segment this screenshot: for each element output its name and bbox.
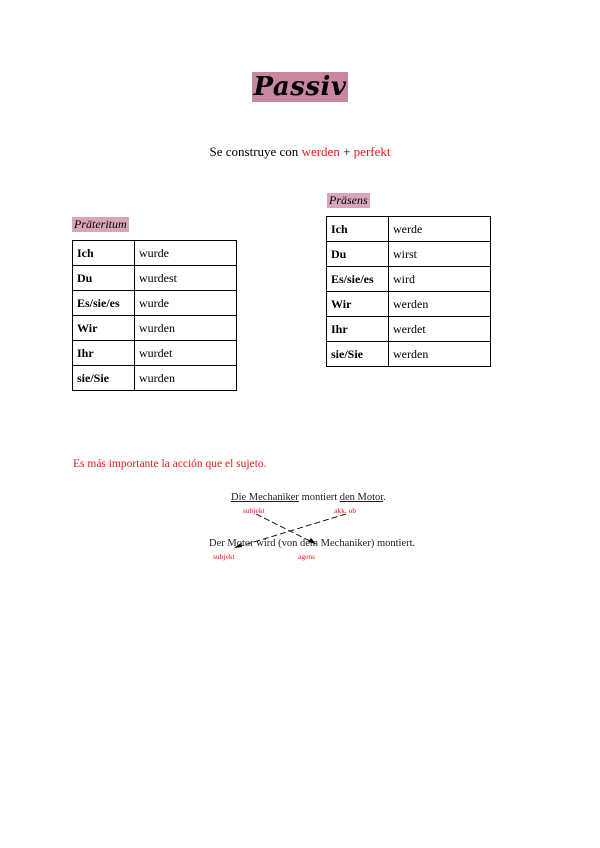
intro-line <box>0 144 600 160</box>
active-end: . <box>383 492 386 503</box>
table-row <box>73 266 237 291</box>
praeteritum-table <box>72 240 237 391</box>
active-passive-diagram <box>200 488 416 568</box>
table-row <box>73 341 237 366</box>
intro-prefix: Se construye con <box>209 144 299 159</box>
active-object: den Motor <box>339 492 384 503</box>
page-title: Passiv <box>253 72 347 102</box>
pronoun-cell: Ihr <box>327 317 389 342</box>
praeteritum-label: Präteritum <box>74 217 127 231</box>
table-row <box>327 292 491 317</box>
pronoun-cell: Wir <box>327 292 389 317</box>
verb-cell: wird <box>389 267 491 292</box>
intro-plus: + <box>343 144 351 159</box>
pronoun-cell: Es/sie/es <box>327 267 389 292</box>
active-verb: montiert <box>301 492 338 503</box>
verb-cell: wurdet <box>135 341 237 366</box>
pronoun-cell: Ich <box>73 241 135 266</box>
pronoun-cell: Du <box>73 266 135 291</box>
passive-sentence: Der Motor wird (von dem Mechaniker) montiert. <box>209 538 416 549</box>
importance-note: Es más importante la acción que el sujeto. <box>73 458 267 470</box>
pronoun-cell: Ich <box>327 217 389 242</box>
passive-agens-label: agens <box>298 552 316 561</box>
verb-cell: wurden <box>135 366 237 391</box>
table-row <box>327 317 491 342</box>
intro-perfekt: perfekt <box>353 144 391 159</box>
praesens-table <box>326 216 491 367</box>
table-row <box>327 217 491 242</box>
verb-cell: werden <box>389 292 491 317</box>
pronoun-cell: Du <box>327 242 389 267</box>
verb-cell: wurde <box>135 291 237 316</box>
intro-werden: werden <box>301 144 340 159</box>
active-subject: Die Mechaniker <box>231 492 299 503</box>
table-row <box>327 242 491 267</box>
table-row <box>73 366 237 391</box>
verb-cell: werdet <box>389 317 491 342</box>
pronoun-cell: Es/sie/es <box>73 291 135 316</box>
verb-cell: wurdest <box>135 266 237 291</box>
table-row <box>327 342 491 367</box>
title-block <box>0 72 600 102</box>
table-row <box>73 316 237 341</box>
active-objekt-label: akk. ob <box>334 506 357 515</box>
active-subjekt-label: subjekt <box>243 506 265 515</box>
pronoun-cell: sie/Sie <box>327 342 389 367</box>
table-row <box>73 291 237 316</box>
table-row <box>73 241 237 266</box>
pronoun-cell: Ihr <box>73 341 135 366</box>
verb-cell: werde <box>389 217 491 242</box>
pronoun-cell: Wir <box>73 316 135 341</box>
verb-cell: wirst <box>389 242 491 267</box>
verb-cell: werden <box>389 342 491 367</box>
verb-cell: wurde <box>135 241 237 266</box>
verb-cell: wurden <box>135 316 237 341</box>
table-row <box>327 267 491 292</box>
pronoun-cell: sie/Sie <box>73 366 135 391</box>
passive-subjekt-label: subjekt <box>213 552 235 561</box>
praesens-label: Präsens <box>329 193 368 207</box>
